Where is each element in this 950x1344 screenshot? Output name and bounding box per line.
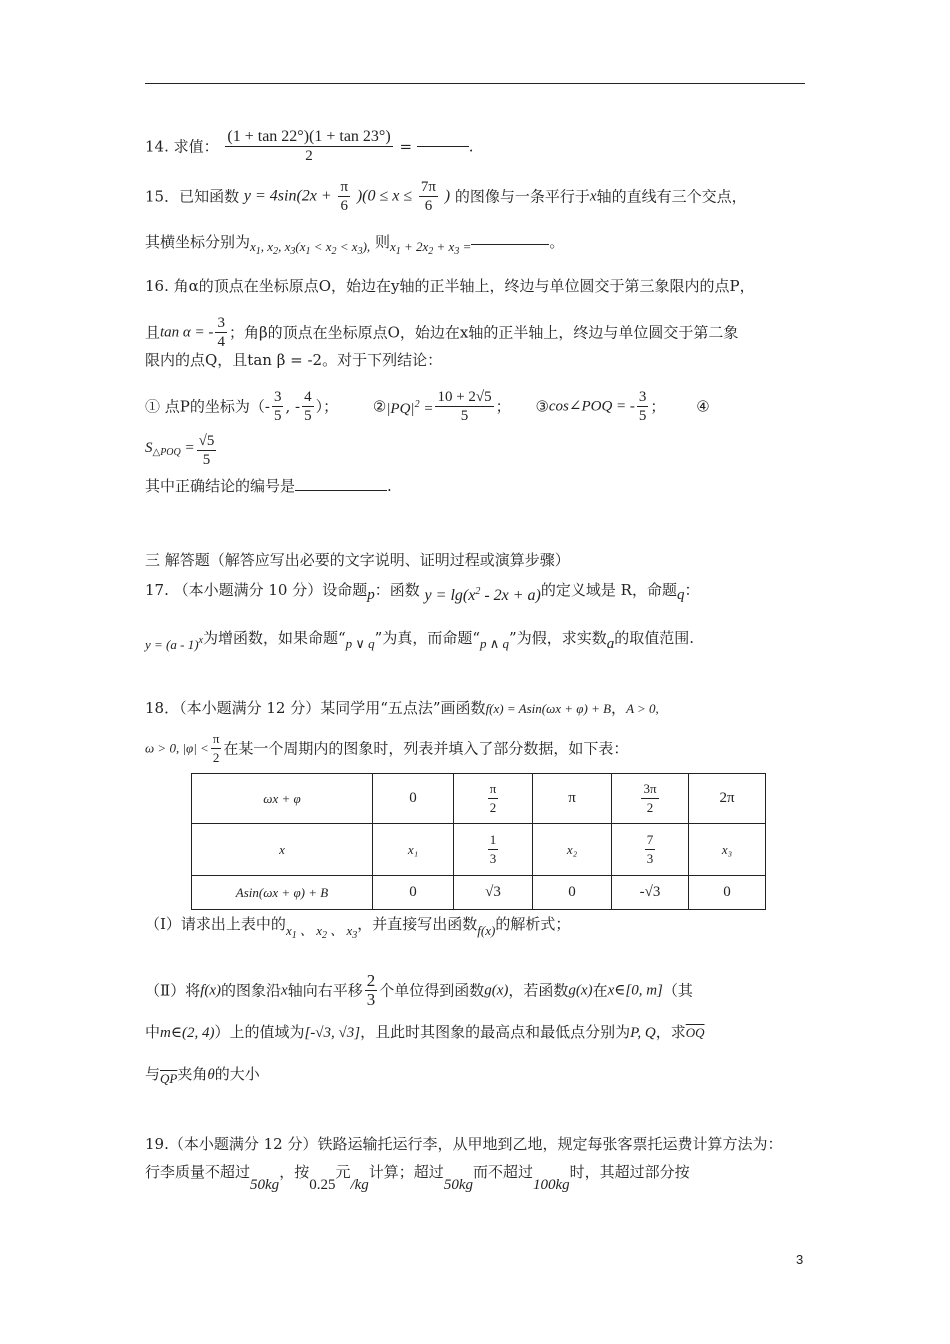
q14-fraction: $\frac{(1 + \tan 22^\circ)(1 + \tan 23^\circ)}{2}$ (227, 128, 391, 164)
question-16-conclusions: ① 点P的坐标为（- $\frac{3}{5}$ , - $\frac{4}{5}$ ）； $②|PQ|^2$ = $\frac{10 + 2√5}{5}$ ； ③cos∠POQ = - $\frac{3}{5}$ ； ④ (145, 389, 710, 424)
question-18-part-2-line-3: 与$\overline{QP}$夹角θ的大小 (145, 1065, 260, 1086)
question-16-answer-line: 其中正确结论的编号是 . (145, 477, 392, 495)
answer-blank-14 (417, 146, 469, 147)
question-17-line-2: y = (a - 1)$^x$为增函数，如果命题“p ∨ q”为真，而命题“p ∧ q”为假，求实数a的取值范围. (145, 629, 694, 652)
question-19-line-2: 行李质量不超过50kg，按0.25元/kg计算；超过50kg而不超过100kg时，其超过部分按 (145, 1163, 690, 1193)
question-14: 14. 求值： $\frac{(1 + \tan 22^\circ)(1 + \tan 23^\circ)}{2}$ = . (145, 128, 474, 164)
answer-blank-16 (295, 490, 387, 491)
table-row: ωx + φ 0 $\frac{\pi}{2}$ π $\frac{3\pi}{2}$ 2π (192, 774, 766, 824)
question-18-line-2: ω > 0, |φ| < $\frac{\pi}{2}$ 在某一个周期内的图象时，列表并填入了部分数据，如下表： (145, 731, 629, 765)
question-19-line-1: 19.（本小题满分 12 分）铁路运输托运行李，从甲地到乙地，规定每张客票托运费计算方法为： (145, 1135, 783, 1153)
question-18-part-2-line-2: 中m∈(2, 4)）上的值域为[-√3, √3]，且此时其图象的最高点和最低点分别为P, Q，求$\overline{OQ}$ (145, 1023, 705, 1041)
question-16-line-3: 限内的点Q，且tan β = -2。对于下列结论： (145, 351, 443, 369)
section-3-heading: 三 解答题（解答应写出必要的文字说明、证明过程或演算步骤） (145, 551, 570, 569)
table-row: Asin(ωx + φ) + B 0 √3 0 -√3 0 (192, 876, 766, 910)
question-15-line-1: 15．已知函数 y = 4sin(2x + $\frac{\pi}{6}$ )(0 ≤ x ≤ $\frac{7\pi}{6}$ ) 的图像与一条平行于x轴的直线有三个交点， (145, 179, 747, 214)
page-number: 3 (796, 1252, 804, 1267)
header-rule (145, 83, 805, 84)
question-18-part-2-line-1: （Ⅱ）将f(x)的图象沿x轴向右平移 $\frac{2}{3}$ 个单位得到函数g(x)，若函数g(x)在x∈[0, m]（其 (145, 971, 693, 1009)
question-18-part-1: （Ⅰ）请求出上表中的$x_1$ 、 $x_2$ 、 $x_3$，并直接写出函数f(x)的解析式； (145, 915, 571, 941)
question-17-line-1: 17. （本小题满分 10 分）设命题p：函数 $y = \lg(x^2 - 2x + a)$的定义域是 R，命题q： (145, 581, 700, 604)
table-row: x x₁ $\frac{1}{3}$ x₂ $\frac{7}{3}$ x₃ (192, 824, 766, 876)
question-16-line-1: 16. 角α的顶点在坐标原点O，始边在y轴的正半轴上，终边与单位圆交于第三象限内的点P， (145, 277, 755, 295)
question-18-line-1: 18．（本小题满分 12 分）某同学用“五点法”画函数f(x) = Asin(ωx + φ) + B，A > 0, (145, 699, 659, 717)
five-point-table (191, 773, 766, 910)
answer-blank-15 (471, 244, 549, 245)
question-16-conclusion-4: $S_{\triangle POQ}$ = $\frac{√5}{5}$ (145, 433, 215, 468)
question-16-line-2: 且tan α = - $\frac{3}{4}$ ；角β的顶点在坐标原点O，始边在x轴的正半轴上，终边与单位圆交于第二象 (145, 315, 739, 350)
question-15-line-2: 其横坐标分别为$x_1$, $x_2$, $x_3(x_1 < x_2 < x_3)$, 则$x_1 + 2x_2 + x_3$ = 。 (145, 233, 565, 257)
